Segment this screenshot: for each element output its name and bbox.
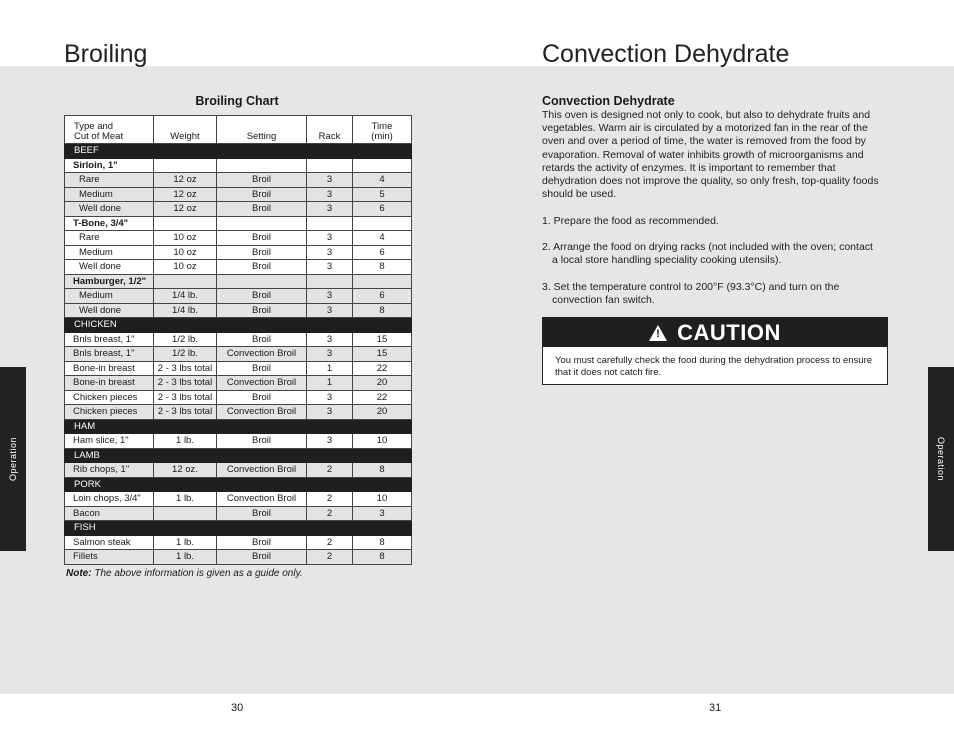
table-cell: Broil (217, 289, 307, 304)
page-number-right: 31 (709, 702, 722, 714)
category-label: BEEF (65, 144, 412, 159)
header-weight: Weight (154, 116, 217, 144)
table-row (65, 158, 412, 173)
table-row (65, 216, 412, 231)
table-cell: 2 - 3 lbs total (154, 361, 217, 376)
table-cell: 3 (307, 173, 353, 188)
table-row (65, 463, 412, 478)
table-row (65, 419, 412, 434)
table-cell: Bnls breast, 1" (65, 347, 154, 362)
header-time: Time (min) (353, 116, 412, 144)
table-cell: 1/2 lb. (154, 332, 217, 347)
table-cell: Chicken pieces (65, 405, 154, 420)
broiling-chart-table (64, 115, 412, 565)
table-row (65, 289, 412, 304)
table-cell: Medium (65, 289, 154, 304)
table-cell: 10 (353, 434, 412, 449)
header-rack: Rack (307, 116, 353, 144)
table-cell: 3 (307, 260, 353, 275)
table-cell: Convection Broil (217, 347, 307, 362)
table-cell: 22 (353, 390, 412, 405)
table-cell: 3 (307, 187, 353, 202)
table-cell: 1 lb. (154, 550, 217, 565)
table-row (65, 492, 412, 507)
page-title-broiling: Broiling (64, 40, 148, 68)
table-cell: Broil (217, 550, 307, 565)
table-cell: Broil (217, 187, 307, 202)
table-body (65, 144, 412, 565)
table-cell: Convection Broil (217, 492, 307, 507)
table-cell: 1 (307, 361, 353, 376)
table-cell: Salmon steak (65, 535, 154, 550)
table-row (65, 231, 412, 246)
caution-text: You must carefully check the food during the dehydration process to ensure that it does not catch fire. (555, 355, 873, 378)
chart-note (66, 568, 303, 579)
table-row (65, 390, 412, 405)
table-cell: Bone-in breast (65, 376, 154, 391)
side-tab-operation-left (0, 367, 26, 551)
table-cell (217, 158, 307, 173)
table-cell (353, 158, 412, 173)
caution-label: CAUTION (677, 319, 781, 345)
table-cell: 2 - 3 lbs total (154, 390, 217, 405)
table-cell: 3 (307, 390, 353, 405)
table-cell (353, 216, 412, 231)
table-cell: Convection Broil (217, 463, 307, 478)
table-cell (154, 216, 217, 231)
table-cell: 8 (353, 463, 412, 478)
table-row (65, 332, 412, 347)
table-cell: 8 (353, 550, 412, 565)
step-1: 1. Prepare the food as recommended. (542, 215, 719, 227)
side-tab-operation-right (928, 367, 954, 551)
table-cell: Rib chops, 1" (65, 463, 154, 478)
section-heading: Convection Dehydrate (542, 94, 675, 108)
table-cell: 6 (353, 289, 412, 304)
table-row (65, 303, 412, 318)
table-cell: 3 (307, 202, 353, 217)
table-cell: 3 (307, 405, 353, 420)
table-cell: Convection Broil (217, 405, 307, 420)
table-cell: 1/2 lb. (154, 347, 217, 362)
table-cell: Rare (65, 173, 154, 188)
table-row (65, 361, 412, 376)
header-type-cut: Type and Cut of Meat (65, 116, 154, 144)
table-cell: Broil (217, 245, 307, 260)
category-label: FISH (65, 521, 412, 536)
table-row (65, 318, 412, 333)
table-cell: 4 (353, 231, 412, 246)
table-row (65, 245, 412, 260)
table-cell: Broil (217, 361, 307, 376)
table-cell: Broil (217, 303, 307, 318)
side-tab-label: Operation (8, 436, 18, 482)
table-cell: 15 (353, 332, 412, 347)
table-cell: Broil (217, 202, 307, 217)
table-cell: Broil (217, 506, 307, 521)
table-cell: Bone-in breast (65, 361, 154, 376)
table-cell: 20 (353, 405, 412, 420)
table-cell (154, 274, 217, 289)
table-cell: 2 (307, 535, 353, 550)
table-cell: 2 (307, 506, 353, 521)
table-cell (307, 216, 353, 231)
table-cell: Convection Broil (217, 376, 307, 391)
table-cell: 8 (353, 260, 412, 275)
table-cell: 3 (307, 347, 353, 362)
table-cell: 10 oz (154, 260, 217, 275)
table-cell: Fillets (65, 550, 154, 565)
table-row (65, 187, 412, 202)
table-cell: Ham slice, 1" (65, 434, 154, 449)
table-cell: Well done (65, 202, 154, 217)
table-row (65, 260, 412, 275)
table-cell (307, 158, 353, 173)
table-cell: Bacon (65, 506, 154, 521)
table-row (65, 274, 412, 289)
table-cell: 1 (307, 376, 353, 391)
table-cell: 5 (353, 187, 412, 202)
table-cell: 3 (307, 332, 353, 347)
table-cell: 6 (353, 245, 412, 260)
table-cell (307, 274, 353, 289)
table-cell: 1 lb. (154, 535, 217, 550)
table-cell (217, 274, 307, 289)
side-tab-label: Operation (936, 436, 946, 482)
table-row (65, 434, 412, 449)
table-cell: 20 (353, 376, 412, 391)
table-row (65, 144, 412, 159)
table-cell: 2 - 3 lbs total (154, 376, 217, 391)
table-cell: 3 (353, 506, 412, 521)
table-row (65, 477, 412, 492)
table-row (65, 506, 412, 521)
table-header-row (65, 116, 412, 144)
table-cell: Broil (217, 434, 307, 449)
caution-box (542, 317, 888, 385)
table-cell (154, 506, 217, 521)
table-cell: Broil (217, 535, 307, 550)
table-cell: Well done (65, 260, 154, 275)
table-cell: 10 (353, 492, 412, 507)
table-cell: Broil (217, 231, 307, 246)
table-row (65, 376, 412, 391)
table-cell: 15 (353, 347, 412, 362)
table-cell: Bnls breast, 1" (65, 332, 154, 347)
table-cell: 3 (307, 231, 353, 246)
table-cell: 1 lb. (154, 434, 217, 449)
table-cell: 3 (307, 289, 353, 304)
table-cell: 1/4 lb. (154, 303, 217, 318)
table-cell: 2 (307, 550, 353, 565)
table-cell: 3 (307, 434, 353, 449)
table-cell: 4 (353, 173, 412, 188)
table-cell: 6 (353, 202, 412, 217)
table-cell: 1/4 lb. (154, 289, 217, 304)
table-cell: 8 (353, 303, 412, 318)
table-row (65, 521, 412, 536)
category-label: PORK (65, 477, 412, 492)
table-cell: Medium (65, 187, 154, 202)
table-cell: 12 oz (154, 202, 217, 217)
subcategory-label: T-Bone, 3/4" (65, 216, 154, 231)
broiling-chart-title: Broiling Chart (195, 94, 279, 108)
table-cell: 22 (353, 361, 412, 376)
table-cell: Broil (217, 260, 307, 275)
subcategory-label: Sirloin, 1" (65, 158, 154, 173)
table-cell: 2 (307, 463, 353, 478)
note-label: Note: (66, 568, 92, 579)
table-cell: Medium (65, 245, 154, 260)
step-3: 3. Set the temperature control to 200°F (93.3°C) and turn on the convection fan switch. (542, 281, 840, 307)
category-label: CHICKEN (65, 318, 412, 333)
table-row (65, 535, 412, 550)
table-cell: 2 - 3 lbs total (154, 405, 217, 420)
table-cell (353, 274, 412, 289)
category-label: HAM (65, 419, 412, 434)
page-title-convection-dehydrate: Convection Dehydrate (542, 40, 790, 68)
table-cell: Broil (217, 332, 307, 347)
table-cell: Chicken pieces (65, 390, 154, 405)
table-cell: 10 oz (154, 231, 217, 246)
table-cell: 1 lb. (154, 492, 217, 507)
table-cell: 12 oz (154, 173, 217, 188)
table-row (65, 347, 412, 362)
warning-triangle-icon: ! (649, 325, 667, 341)
table-cell: Broil (217, 173, 307, 188)
table-row (65, 202, 412, 217)
table-cell: Well done (65, 303, 154, 318)
intro-paragraph: This oven is designed not only to cook, but also to dehydrate fruits and vegetables. Warm air is circulated by a motorized fan in the rear of the oven and over a period of time, the water is removed from the food by evaporation. Removal of water inhibits growth of microorganisms and retards the activity of enzymes. It is important to remember that dehydration does not improve the quality, so only fresh, top-quality foods should be used. (542, 109, 879, 201)
header-setting: Setting (217, 116, 307, 144)
table-cell: 2 (307, 492, 353, 507)
table-row (65, 173, 412, 188)
subcategory-label: Hamburger, 1/2" (65, 274, 154, 289)
table-cell (154, 158, 217, 173)
table-cell: Loin chops, 3/4" (65, 492, 154, 507)
table-cell: Broil (217, 390, 307, 405)
category-label: LAMB (65, 448, 412, 463)
table-row (65, 448, 412, 463)
table-row (65, 550, 412, 565)
table-cell: 8 (353, 535, 412, 550)
table-cell: Rare (65, 231, 154, 246)
table-cell: 3 (307, 303, 353, 318)
table-cell: 3 (307, 245, 353, 260)
table-cell: 12 oz. (154, 463, 217, 478)
page-number-left: 30 (231, 702, 244, 714)
table-cell (217, 216, 307, 231)
step-2: 2. Arrange the food on drying racks (not included with the oven; contact a local store handling speciality cooking utensils). (542, 241, 873, 267)
table-cell: 12 oz (154, 187, 217, 202)
caution-header (543, 318, 887, 347)
table-cell: 10 oz (154, 245, 217, 260)
note-text: The above information is given as a guide only. (91, 568, 303, 579)
table-row (65, 405, 412, 420)
